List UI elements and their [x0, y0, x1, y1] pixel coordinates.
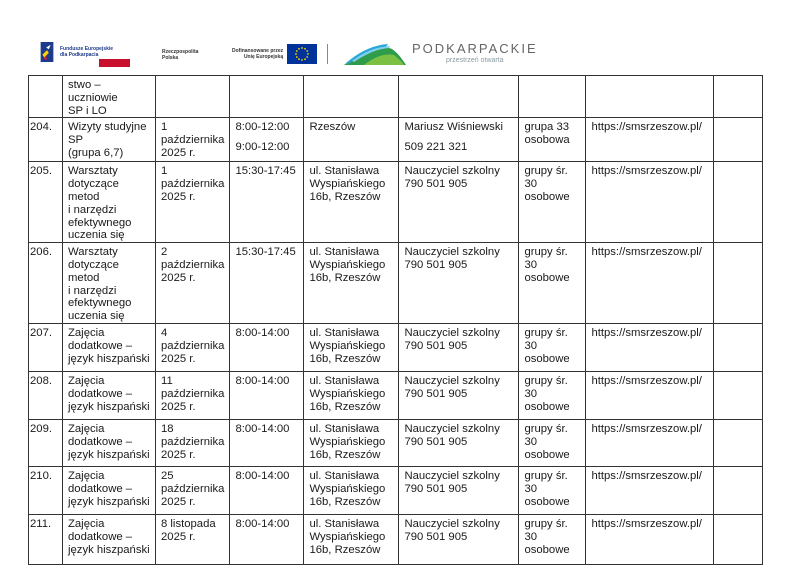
- logo-podkarpackie: [344, 41, 538, 65]
- date-line: 1: [161, 165, 168, 178]
- cell-time: [230, 419, 304, 466]
- name-line: Zajęcia: [68, 422, 105, 435]
- date-line: 8 listopada: [161, 517, 216, 530]
- cell-contact: [399, 371, 519, 419]
- name-line: język hiszpański: [68, 448, 150, 461]
- group-line: grupy śr. 30: [524, 326, 568, 352]
- contact-line: 790 501 905: [404, 435, 468, 448]
- place-line: Wyspiańskiego: [309, 435, 386, 448]
- cell-time: [230, 371, 304, 419]
- url-text[interactable]: https://smsrzeszow.pl/: [591, 165, 702, 178]
- fundusze-text: [60, 46, 113, 58]
- date-line: 2025 r.: [161, 448, 196, 461]
- name-line: uczenia się: [68, 229, 125, 242]
- cell-extra: [714, 466, 763, 514]
- date-line: 2025 r.: [161, 146, 196, 159]
- time-line: 8:00-12:00: [235, 121, 290, 134]
- date-line: października: [161, 435, 225, 448]
- place-line: Wyspiańskiego: [309, 178, 386, 191]
- cell-contact: [399, 466, 519, 514]
- events-table: [28, 75, 763, 565]
- cell-url: [586, 118, 714, 162]
- cell-extra: [714, 371, 763, 419]
- time-line: 15:30-17:45: [235, 246, 296, 259]
- rzeczpospolita-line2: Polska: [162, 55, 179, 61]
- table-row: [29, 118, 763, 162]
- cell-contact: [399, 76, 519, 118]
- cell-time: [230, 162, 304, 243]
- name-line: efektywnego: [68, 297, 132, 310]
- place-line: 16b, Rzeszów: [309, 495, 381, 508]
- table-row: [29, 419, 763, 466]
- cell-name: [63, 514, 156, 564]
- table-row: [29, 466, 763, 514]
- rzeczpospolita-text: [162, 49, 212, 61]
- place-line: ul. Stanisława: [309, 469, 380, 482]
- group-line: grupy śr. 30: [524, 469, 568, 495]
- logo-divider: [327, 44, 328, 64]
- cell-time: [230, 323, 304, 371]
- eu-text: [232, 48, 283, 60]
- cell-extra: [714, 323, 763, 371]
- group-line: osobowe: [524, 543, 570, 556]
- cell-contact: [399, 419, 519, 466]
- contact-line: 790 501 905: [404, 530, 468, 543]
- url-text[interactable]: https://smsrzeszow.pl/: [591, 246, 702, 259]
- cell-extra: [714, 243, 763, 324]
- place-line: Wyspiańskiego: [309, 258, 386, 271]
- cell-extra: [714, 419, 763, 466]
- cell-num: [29, 419, 63, 466]
- header-logos: [0, 38, 800, 72]
- cell-name: [63, 466, 156, 514]
- group-line: osobowe: [524, 190, 570, 203]
- date-line: 2025 r.: [161, 400, 196, 413]
- table-row: [29, 514, 763, 564]
- url-text[interactable]: https://smsrzeszow.pl/: [591, 374, 702, 387]
- cell-name: [63, 243, 156, 324]
- date-line: 2025 r.: [161, 530, 196, 543]
- place-line: ul. Stanisława: [309, 422, 380, 435]
- url-text[interactable]: https://smsrzeszow.pl/: [591, 326, 702, 339]
- cell-group: [519, 419, 586, 466]
- name-line: Wizyty studyjne: [68, 121, 147, 134]
- name-line: i narzędzi: [68, 284, 117, 297]
- date-line: października: [161, 258, 225, 271]
- group-line: grupa 33: [524, 121, 570, 134]
- cell-num: [29, 323, 63, 371]
- date-line: 2: [161, 246, 168, 259]
- cell-extra: [714, 118, 763, 162]
- num-text: 204.: [30, 121, 52, 134]
- group-line: grupy śr. 30: [524, 246, 568, 271]
- cell-url: [586, 243, 714, 324]
- cell-place: [304, 162, 399, 243]
- url-text[interactable]: https://smsrzeszow.pl/: [591, 469, 702, 482]
- fundusze-europejskie-emblem-icon: [40, 42, 54, 62]
- contact-line: Nauczyciel szkolny: [404, 374, 500, 387]
- place-line: 16b, Rzeszów: [309, 448, 381, 461]
- eu-flag-icon: [287, 44, 317, 64]
- cell-num: [29, 514, 63, 564]
- cell-time: [230, 243, 304, 324]
- eu-line2: Unię Europejską: [243, 54, 284, 60]
- cell-time: [230, 76, 304, 118]
- date-line: października: [161, 134, 225, 147]
- table-body: [29, 76, 763, 565]
- name-line: SP: [68, 134, 84, 147]
- date-line: 2025 r.: [161, 352, 196, 365]
- table-row: [29, 371, 763, 419]
- date-line: 2025 r.: [161, 271, 196, 284]
- cell-date: [156, 323, 230, 371]
- group-line: osobowe: [524, 271, 570, 284]
- cell-time: [230, 118, 304, 162]
- place-line: Wyspiańskiego: [309, 339, 386, 352]
- cell-extra: [714, 162, 763, 243]
- polish-flag-icon: [99, 59, 130, 67]
- place-line: Wyspiańskiego: [309, 482, 386, 495]
- group-line: osobowe: [524, 448, 570, 461]
- num-text: 211.: [30, 517, 52, 530]
- name-line: efektywnego: [68, 216, 132, 229]
- num-text: 207.: [30, 326, 52, 339]
- cell-place: [304, 323, 399, 371]
- name-line: Zajęcia: [68, 469, 105, 482]
- cell-time: [230, 466, 304, 514]
- fundusze-line2: dla Podkarpacia: [60, 52, 99, 58]
- url-text[interactable]: https://smsrzeszow.pl/: [591, 517, 702, 530]
- contact-line: Nauczyciel szkolny: [404, 326, 500, 339]
- cell-date: [156, 243, 230, 324]
- cell-time: [230, 514, 304, 564]
- name-line: język hiszpański: [68, 543, 150, 556]
- cell-name: [63, 162, 156, 243]
- date-line: 25: [161, 469, 174, 482]
- cell-url: [586, 76, 714, 118]
- cell-num: [29, 371, 63, 419]
- place-line: 16b, Rzeszów: [309, 190, 381, 203]
- contact-line: Nauczyciel szkolny: [404, 422, 500, 435]
- cell-url: [586, 466, 714, 514]
- cell-contact: [399, 162, 519, 243]
- name-line: Zajęcia: [68, 517, 105, 530]
- date-line: 1: [161, 121, 168, 134]
- cell-group: [519, 371, 586, 419]
- cell-name: [63, 323, 156, 371]
- contact-line: Mariusz Wiśniewski: [404, 121, 503, 134]
- cell-num: [29, 466, 63, 514]
- table-row: [29, 162, 763, 243]
- place-line: ul. Stanisława: [309, 246, 380, 259]
- place-line: ul. Stanisława: [309, 326, 380, 339]
- group-line: osobowe: [524, 352, 570, 365]
- cell-group: [519, 466, 586, 514]
- time-line: 9:00-12:00: [235, 141, 290, 154]
- num-text: 208.: [30, 374, 52, 387]
- place-line: 16b, Rzeszów: [309, 400, 381, 413]
- name-line: stwo – uczniowie: [68, 79, 118, 104]
- name-line: Zajęcia: [68, 326, 105, 339]
- num-text: 205.: [30, 165, 52, 178]
- cell-num: [29, 118, 63, 162]
- contact-line: Nauczyciel szkolny: [404, 517, 500, 530]
- cell-name: [63, 76, 156, 118]
- cell-place: [304, 466, 399, 514]
- name-line: (grupa 6,7): [68, 146, 124, 159]
- time-line: 8:00-14:00: [235, 517, 290, 530]
- eu-line1: Dofinansowane przez: [232, 48, 284, 54]
- cell-group: [519, 243, 586, 324]
- cell-date: [156, 162, 230, 243]
- podkarpackie-title: PODKARPACKIE: [412, 40, 538, 56]
- time-line: 8:00-14:00: [235, 374, 290, 387]
- contact-line: Nauczyciel szkolny: [404, 165, 500, 178]
- cell-url: [586, 323, 714, 371]
- date-line: 11: [161, 374, 173, 387]
- date-line: października: [161, 482, 225, 495]
- name-line: dodatkowe –: [68, 339, 133, 352]
- place-line: 16b, Rzeszów: [309, 352, 381, 365]
- cell-num: [29, 162, 63, 243]
- num-text: 206.: [30, 246, 52, 259]
- cell-group: [519, 162, 586, 243]
- name-line: dodatkowe –: [68, 482, 133, 495]
- cell-date: [156, 371, 230, 419]
- date-line: października: [161, 178, 225, 191]
- num-text: 210.: [30, 469, 52, 482]
- time-line: 15:30-17:45: [235, 165, 296, 178]
- name-line: Zajęcia: [68, 374, 105, 387]
- contact-line: Nauczyciel szkolny: [404, 469, 500, 482]
- group-line: osobowe: [524, 495, 570, 508]
- group-line: grupy śr. 30: [524, 517, 568, 543]
- place-line: 16b, Rzeszów: [309, 543, 381, 556]
- date-line: października: [161, 387, 225, 400]
- place-line: 16b, Rzeszów: [309, 271, 381, 284]
- name-line: dotyczące metod: [68, 258, 119, 284]
- podkarpackie-subtitle: przestrzeń otwarta: [446, 56, 504, 64]
- time-line: 8:00-14:00: [235, 326, 290, 339]
- cell-name: [63, 371, 156, 419]
- group-line: grupy śr. 30: [524, 374, 568, 400]
- podkarpackie-emblem-icon: [344, 41, 406, 65]
- cell-contact: [399, 118, 519, 162]
- name-line: Warsztaty: [68, 246, 118, 259]
- podkarpackie-text: [412, 42, 538, 65]
- cell-place: [304, 118, 399, 162]
- date-line: 18: [161, 422, 174, 435]
- cell-name: [63, 118, 156, 162]
- date-line: 2025 r.: [161, 190, 196, 203]
- logo-eu: [232, 44, 317, 64]
- cell-url: [586, 514, 714, 564]
- cell-contact: [399, 243, 519, 324]
- cell-contact: [399, 323, 519, 371]
- cell-name: [63, 419, 156, 466]
- date-line: października: [161, 339, 225, 352]
- rzeczpospolita-line1: Rzeczpospolita: [162, 49, 199, 55]
- group-line: grupy śr. 30: [524, 165, 568, 191]
- cell-group: [519, 514, 586, 564]
- cell-group: [519, 76, 586, 118]
- table-row: [29, 323, 763, 371]
- cell-num: [29, 243, 63, 324]
- cell-group: [519, 118, 586, 162]
- cell-url: [586, 419, 714, 466]
- url-text[interactable]: https://smsrzeszow.pl/: [591, 422, 702, 435]
- table-row: [29, 243, 763, 324]
- cell-contact: [399, 514, 519, 564]
- contact-line: Nauczyciel szkolny: [404, 246, 500, 259]
- cell-place: [304, 514, 399, 564]
- place-line: ul. Stanisława: [309, 517, 380, 530]
- cell-date: [156, 419, 230, 466]
- place-line: Rzeszów: [309, 121, 356, 134]
- contact-line: 790 501 905: [404, 387, 468, 400]
- url-text[interactable]: https://smsrzeszow.pl/: [591, 121, 702, 134]
- cell-group: [519, 323, 586, 371]
- cell-num: [29, 76, 63, 118]
- contact-line: 790 501 905: [404, 482, 468, 495]
- name-line: dodatkowe –: [68, 530, 133, 543]
- time-line: 8:00-14:00: [235, 469, 290, 482]
- name-line: SP i LO: [68, 104, 107, 117]
- cell-place: [304, 243, 399, 324]
- cell-date: [156, 514, 230, 564]
- name-line: dotyczące metod: [68, 178, 119, 203]
- cell-place: [304, 419, 399, 466]
- group-line: osobowa: [524, 134, 570, 147]
- name-line: język hiszpański: [68, 352, 150, 365]
- contact-line: 790 501 905: [404, 258, 468, 271]
- cell-place: [304, 76, 399, 118]
- contact-line: 509 221 321: [404, 141, 468, 154]
- name-line: uczenia się: [68, 310, 125, 323]
- cell-extra: [714, 514, 763, 564]
- name-line: język hiszpański: [68, 400, 150, 413]
- name-line: dodatkowe –: [68, 387, 133, 400]
- contact-line: 790 501 905: [404, 178, 468, 191]
- place-line: Wyspiańskiego: [309, 530, 386, 543]
- num-text: 209.: [30, 422, 52, 435]
- name-line: język hiszpański: [68, 495, 150, 508]
- place-line: Wyspiańskiego: [309, 387, 386, 400]
- contact-line: 790 501 905: [404, 339, 468, 352]
- place-line: ul. Stanisława: [309, 374, 380, 387]
- fundusze-line1: Fundusze Europejskie: [60, 46, 114, 52]
- cell-date: [156, 76, 230, 118]
- name-line: i narzędzi: [68, 203, 117, 216]
- group-line: osobowe: [524, 400, 570, 413]
- cell-date: [156, 118, 230, 162]
- name-line: Warsztaty: [68, 165, 118, 178]
- group-line: grupy śr. 30: [524, 422, 568, 448]
- cell-date: [156, 466, 230, 514]
- time-line: 8:00-14:00: [235, 422, 290, 435]
- cell-url: [586, 162, 714, 243]
- name-line: dodatkowe –: [68, 435, 133, 448]
- date-line: 2025 r.: [161, 495, 196, 508]
- cell-place: [304, 371, 399, 419]
- cell-url: [586, 371, 714, 419]
- date-line: 4: [161, 326, 168, 339]
- cell-extra: [714, 76, 763, 118]
- table-row-continuation: [29, 76, 763, 118]
- place-line: ul. Stanisława: [309, 165, 380, 178]
